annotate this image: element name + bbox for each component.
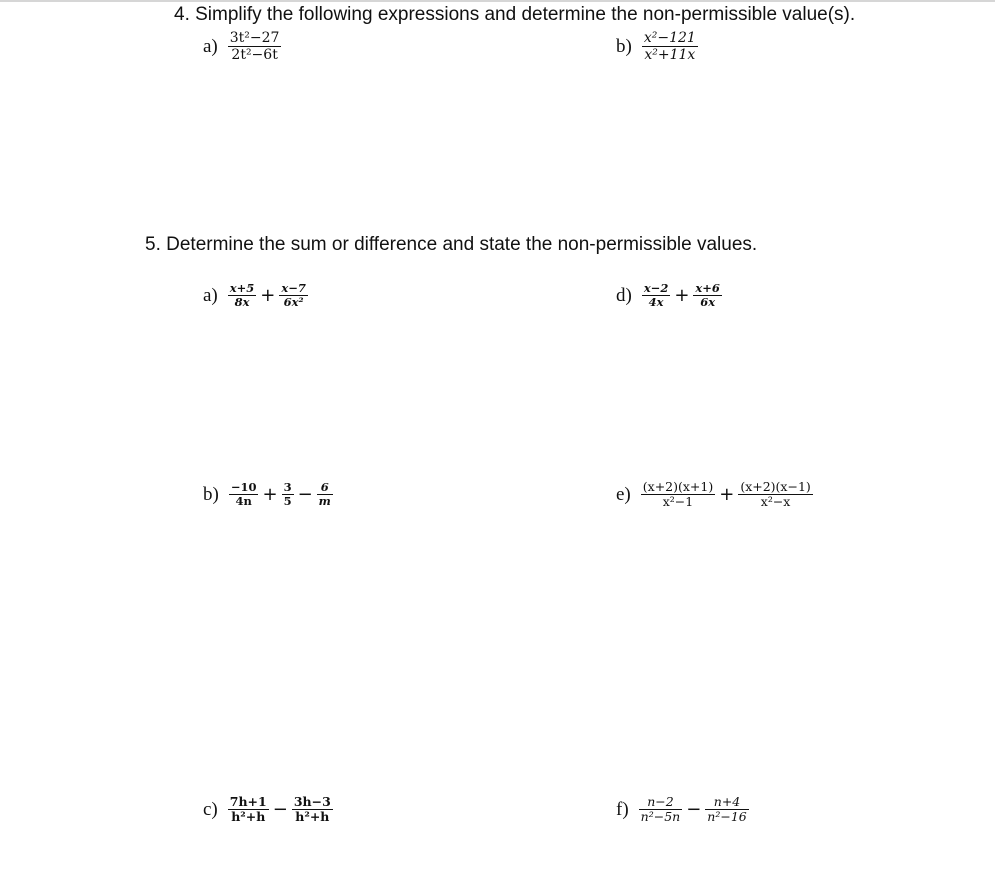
fraction <box>228 795 269 825</box>
fraction <box>705 795 748 825</box>
denominator: n²−16 <box>707 809 747 825</box>
page-top-border <box>0 0 995 2</box>
numerator: 3h−3 <box>293 794 331 809</box>
denominator: h²+h <box>231 809 266 825</box>
numerator: n−2 <box>647 794 674 809</box>
numerator: 3t²−27 <box>229 30 280 46</box>
fraction <box>639 795 683 825</box>
fraction <box>693 282 722 309</box>
denominator: n²−5n <box>640 809 681 825</box>
numerator: −10 <box>230 480 257 494</box>
q5-part-d <box>616 282 722 309</box>
numerator: 3 <box>283 480 292 494</box>
operator: − <box>686 799 702 821</box>
fraction <box>229 481 259 508</box>
denominator: 6x² <box>283 295 304 310</box>
numerator: x+5 <box>229 281 255 295</box>
q4-part-a <box>203 30 281 63</box>
q5-part-a <box>203 282 308 309</box>
operator: + <box>719 484 735 506</box>
numerator: x+6 <box>695 281 720 295</box>
denominator: 4n <box>235 494 252 509</box>
question-5-heading: 5. Determine the sum or difference and state the non-permissible values. <box>145 234 758 255</box>
part-label: a) <box>203 284 218 306</box>
numerator: (x+2)(x−1) <box>740 479 811 494</box>
numerator: (x+2)(x+1) <box>642 479 714 494</box>
fraction <box>282 481 294 508</box>
fraction <box>642 282 671 309</box>
fraction <box>642 30 698 63</box>
denominator: m <box>318 494 331 509</box>
part-label: b) <box>616 35 632 57</box>
numerator: 7h+1 <box>229 794 267 809</box>
numerator: n+4 <box>713 794 741 809</box>
operator: − <box>297 484 313 506</box>
operator: + <box>262 484 278 506</box>
q5-part-b <box>203 481 333 508</box>
numerator: x−2 <box>643 281 669 295</box>
fraction <box>279 282 308 309</box>
fraction <box>738 480 812 510</box>
part-label: c) <box>203 798 218 820</box>
denominator: 8x <box>234 295 250 310</box>
part-label: b) <box>203 483 219 505</box>
q5-part-f <box>616 795 749 825</box>
q5-part-c <box>203 795 333 825</box>
denominator: 6x <box>700 295 716 310</box>
question-4-heading: 4. Simplify the following expressions and determine the non-permissible value(s). <box>174 4 856 25</box>
operator: + <box>674 285 690 307</box>
denominator: x²−x <box>760 494 791 510</box>
operator: − <box>272 799 288 821</box>
numerator: 6 <box>320 480 329 494</box>
part-label: a) <box>203 35 218 57</box>
fraction <box>228 30 282 63</box>
denominator: 4x <box>648 295 664 310</box>
q4-part-b <box>616 30 698 63</box>
denominator: x²−1 <box>662 494 694 510</box>
part-label: e) <box>616 483 631 505</box>
operator: + <box>260 285 276 307</box>
q5-part-e <box>616 480 813 510</box>
fraction <box>292 795 333 825</box>
fraction <box>641 480 715 510</box>
fraction <box>228 282 257 309</box>
numerator: x²−121 <box>643 30 696 46</box>
fraction <box>317 481 333 508</box>
part-label: f) <box>616 798 629 820</box>
numerator: x−7 <box>281 281 306 295</box>
denominator: 5 <box>283 494 292 509</box>
denominator: h²+h <box>295 809 330 825</box>
denominator: x²+11x <box>644 47 696 64</box>
part-label: d) <box>616 284 632 306</box>
denominator: 2t²−6t <box>231 47 278 64</box>
